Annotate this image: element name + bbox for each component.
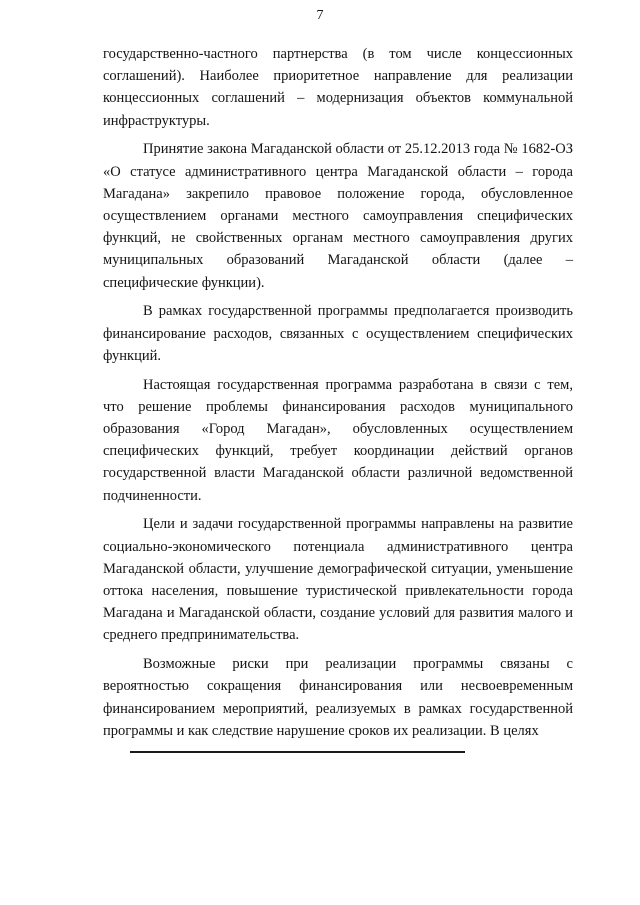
- paragraph-program-rationale: Настоящая государственная программа разработана в связи с тем, что решение проблемы финансирования расходов муниципального образования «Город Магадан», обусловленных осуществлением специфических функций, требует координации действий органов государственной власти Магаданской области различной ведомственной подчиненности.: [103, 376, 573, 504]
- paragraph-goals-objectives: Цели и задачи государственной программы направлены на развитие социально-экономического потенциала административного центра Магаданской области, улучшение демографической ситуации, уменьшение оттока населения, повышение туристической привлекательности города Магадана и Магаданской области, создание условий для развития малого и среднего предпринимательства.: [103, 516, 573, 644]
- page-number: 7: [316, 8, 324, 23]
- paragraph-ppp-continuation: государственно-частного партнерства (в том числе концессионных соглашений). Наиболее приоритетное направление для реализации концессионных соглашений – модернизация объектов коммунальной инфраструктуры.: [103, 46, 573, 129]
- paragraph-law-adoption: Принятие закона Магаданской области от 25.12.2013 года № 1682-ОЗ «О статусе административного центра Магаданской области – города Магадана» закрепило правовое положение города, обусловленное осуществлением органами местного самоуправления специфических функций, не свойственных органам местного самоуправления других муниципальных образований Магаданской области (далее – специфические функции).: [103, 141, 573, 291]
- horizontal-divider: [130, 751, 465, 753]
- document-body: [103, 43, 573, 749]
- paragraph-program-financing: В рамках государственной программы предполагается производить финансирование расходов, связанных с осуществлением специфических функций.: [103, 303, 573, 364]
- paragraph-risks: Возможные риски при реализации программы связаны с вероятностью сокращения финансирования или несвоевременным финансированием мероприятий, реализуемых в рамках государственной программы и как следствие нарушение сроков их реализации. В целях: [103, 656, 573, 739]
